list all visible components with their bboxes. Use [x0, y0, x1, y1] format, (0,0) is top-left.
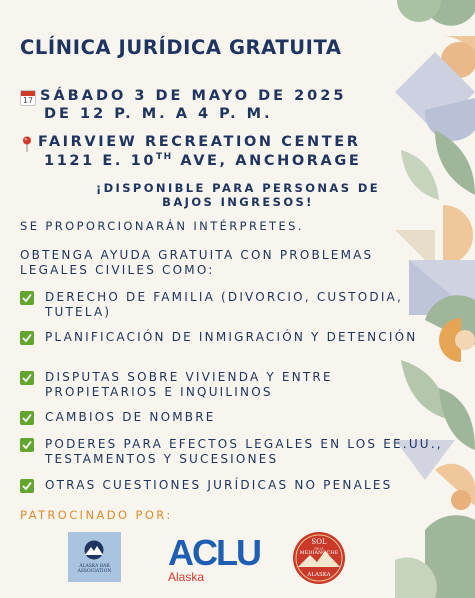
aclu-logo-state: Alaska [168, 570, 205, 584]
calendar-icon [20, 90, 36, 106]
aclu-logo-name: ACLU [168, 532, 260, 573]
calendar-number: 17 [22, 96, 34, 105]
list-item-label: DISPUTAS SOBRE VIVIENDA Y ENTRE PROPIETARIOS E INQUILINOS [45, 370, 333, 399]
check-icon [20, 291, 34, 305]
availability-notice: ¡DISPONIBLE PARA PERSONAS DE BAJOS INGRESOS! [95, 181, 381, 209]
interpreters-notice: SE PROPORCIONARÁN INTÉRPRETES. [20, 219, 304, 233]
list-item-label: PLANIFICACIÓN DE INMIGRACIÓN Y DETENCIÓN [45, 330, 418, 344]
event-time: DE 12 P. M. A 4 P. M. [44, 106, 273, 122]
check-icon [20, 438, 34, 452]
event-date: SÁBADO 3 DE MAYO DE 2025 [40, 88, 347, 104]
list-item-label: CAMBIOS DE NOMBRE [45, 410, 216, 424]
check-icon [20, 331, 34, 345]
bar-logo-text: ALASKA BAR ASSOCIATION [77, 564, 112, 574]
list-item-label: PODERES PARA EFECTOS LEGALES EN LOS EE.UU., TESTAMENTOS Y SUCESIONES [45, 437, 443, 466]
event-address: 1121 E. 10TH AVE, ANCHORAGE [44, 152, 362, 169]
svg-text:ALASKA: ALASKA [307, 572, 331, 578]
check-icon [20, 411, 34, 425]
list-item-label: OTRAS CUESTIONES JURÍDICAS NO PENALES [45, 478, 393, 492]
map-pin-icon [22, 136, 32, 152]
list-item-label: DERECHO DE FAMILIA (DIVORCIO, CUSTODIA, TUTELA) [45, 290, 403, 319]
event-venue: FAIRVIEW RECREATION CENTER [38, 134, 361, 150]
sponsored-by-label: PATROCINADO POR: [20, 508, 173, 522]
check-icon [20, 371, 34, 385]
svg-text:DE LA: DE LA [314, 546, 324, 551]
alaska-bar-association-logo [68, 532, 121, 582]
mountain-icon [81, 540, 107, 560]
svg-text:SOL: SOL [311, 538, 327, 546]
check-icon [20, 479, 34, 493]
services-intro: OBTENGA AYUDA GRATUITA CON PROBLEMAS LEGALES CIVILES COMO: [20, 248, 374, 277]
svg-text:MEDIANOCHE: MEDIANOCHE [299, 550, 339, 556]
aclu-alaska-logo [168, 532, 268, 585]
sol-de-la-medianoche-logo [292, 531, 346, 585]
page-title: CLÍNICA JURÍDICA GRATUITA [20, 36, 342, 59]
